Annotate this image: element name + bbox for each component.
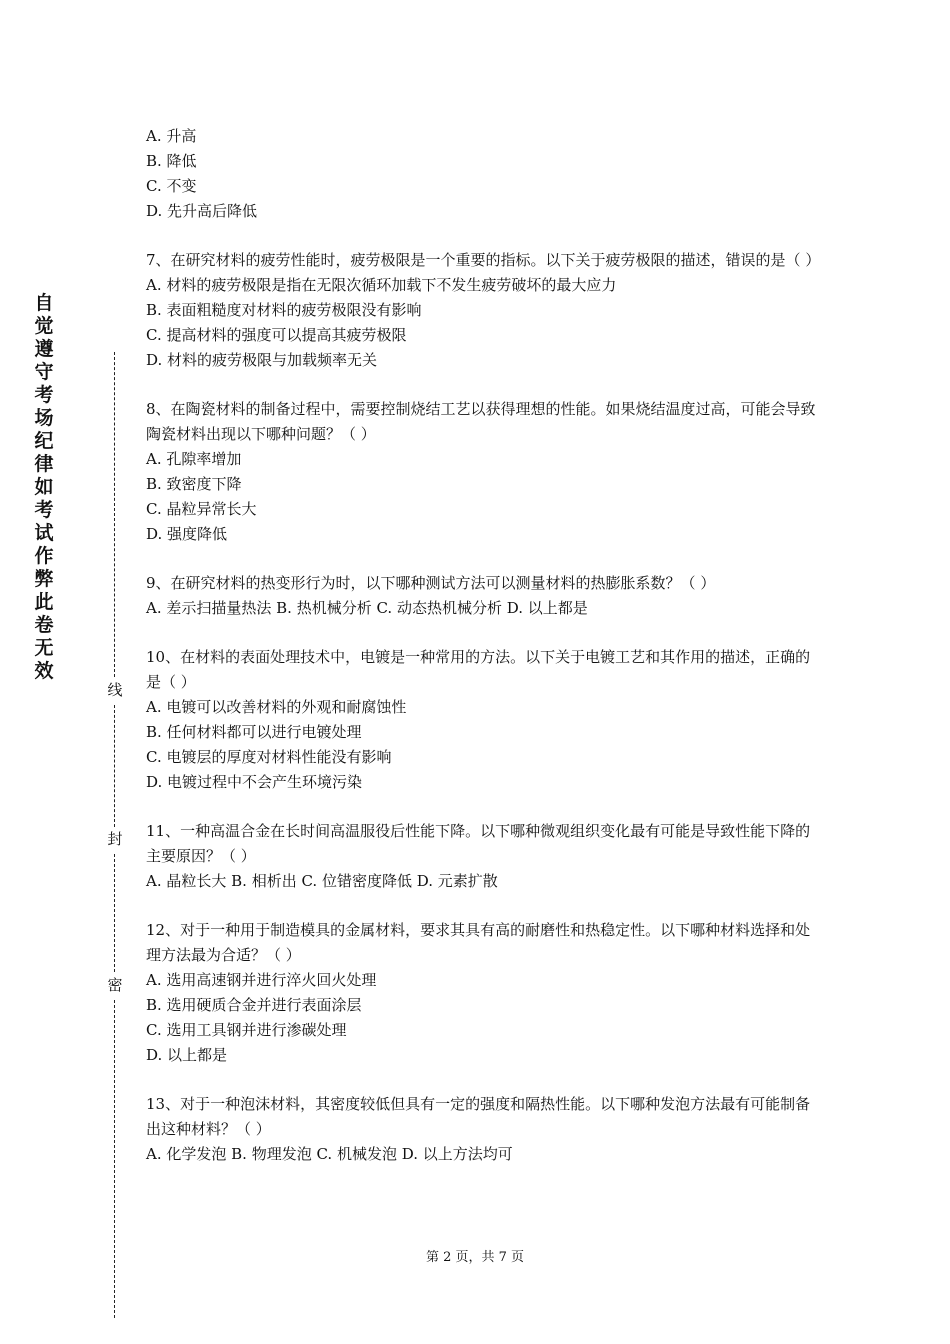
option: B. 降低 bbox=[146, 152, 197, 170]
seal-word-secret: 密 bbox=[107, 976, 123, 994]
option: C. 不变 bbox=[146, 177, 197, 195]
binding-dashed-line bbox=[114, 352, 115, 677]
option: C. 晶粒异常长大 bbox=[146, 500, 257, 518]
option: A. 电镀可以改善材料的外观和耐腐蚀性 bbox=[146, 698, 407, 716]
option: B. 表面粗糙度对材料的疲劳极限没有影响 bbox=[146, 301, 422, 319]
binding-dashed-line bbox=[114, 1000, 115, 1318]
question-6-options bbox=[146, 124, 818, 224]
question-12 bbox=[146, 918, 818, 1068]
question-13 bbox=[146, 1092, 818, 1167]
option: A. 孔隙率增加 bbox=[146, 450, 242, 468]
question-7 bbox=[146, 248, 821, 373]
question-8 bbox=[146, 397, 818, 547]
option: A. 差示扫描量热法 B. 热机械分析 C. 动态热机械分析 D. 以上都是 bbox=[146, 599, 588, 617]
option: C. 电镀层的厚度对材料性能没有影响 bbox=[146, 748, 392, 766]
option: B. 致密度下降 bbox=[146, 475, 242, 493]
page-number: 第 2 页，共 7 页 bbox=[425, 1250, 525, 1265]
option: A. 材料的疲劳极限是指在无限次循环加载下不发生疲劳破坏的最大应力 bbox=[146, 276, 617, 294]
question-stem: 7、在研究材料的疲劳性能时，疲劳极限是一个重要的指标。以下关于疲劳极限的描述，错误的是（ ） bbox=[146, 251, 821, 269]
question-stem: 9、在研究材料的热变形行为时，以下哪种测试方法可以测量材料的热膨胀系数？（ ） bbox=[146, 574, 716, 592]
exam-warning-text: 自觉遵守考场纪律如考试作弊此卷无效 bbox=[34, 292, 54, 682]
question-stem: 11、一种高温合金在长时间高温服役后性能下降。以下哪种微观组织变化最有可能是导致性能下降的主要原因？（ ） bbox=[146, 822, 811, 865]
question-stem: 12、对于一种用于制造模具的金属材料，要求其具有高的耐磨性和热稳定性。以下哪种材料选择和处理方法最为合适？（ ） bbox=[146, 921, 811, 964]
option: A. 化学发泡 B. 物理发泡 C. 机械发泡 D. 以上方法均可 bbox=[146, 1145, 513, 1163]
question-9 bbox=[146, 571, 818, 621]
option: A. 选用高速钢并进行淬火回火处理 bbox=[146, 971, 377, 989]
question-stem: 8、在陶瓷材料的制备过程中，需要控制烧结工艺以获得理想的性能。如果烧结温度过高，可能会导致陶瓷材料出现以下哪种问题？（ ） bbox=[146, 400, 816, 443]
question-11 bbox=[146, 819, 818, 894]
option: D. 以上都是 bbox=[146, 1046, 228, 1064]
option: D. 先升高后降低 bbox=[146, 202, 258, 220]
binding-dashed-line bbox=[114, 705, 115, 827]
option: A. 晶粒长大 B. 相析出 C. 位错密度降低 D. 元素扩散 bbox=[146, 872, 498, 890]
option: B. 选用硬质合金并进行表面涂层 bbox=[146, 996, 362, 1014]
seal-word-line: 线 bbox=[107, 681, 123, 699]
question-10 bbox=[146, 645, 818, 795]
option: C. 提高材料的强度可以提高其疲劳极限 bbox=[146, 326, 407, 344]
option: A. 升高 bbox=[146, 127, 197, 145]
option: B. 任何材料都可以进行电镀处理 bbox=[146, 723, 362, 741]
option: C. 选用工具钢并进行渗碳处理 bbox=[146, 1021, 347, 1039]
question-stem: 13、对于一种泡沫材料，其密度较低但具有一定的强度和隔热性能。以下哪种发泡方法最有可能制备出这种材料？（ ） bbox=[146, 1095, 811, 1138]
option: D. 电镀过程中不会产生环境污染 bbox=[146, 773, 363, 791]
question-stem: 10、在材料的表面处理技术中，电镀是一种常用的方法。以下关于电镀工艺和其作用的描述，正确的是（ ） bbox=[146, 648, 811, 691]
option: D. 材料的疲劳极限与加载频率无关 bbox=[146, 351, 378, 369]
binding-dashed-line bbox=[114, 854, 115, 972]
option: D. 强度降低 bbox=[146, 525, 228, 543]
seal-word-seal: 封 bbox=[107, 830, 123, 848]
exam-content bbox=[146, 124, 821, 1167]
